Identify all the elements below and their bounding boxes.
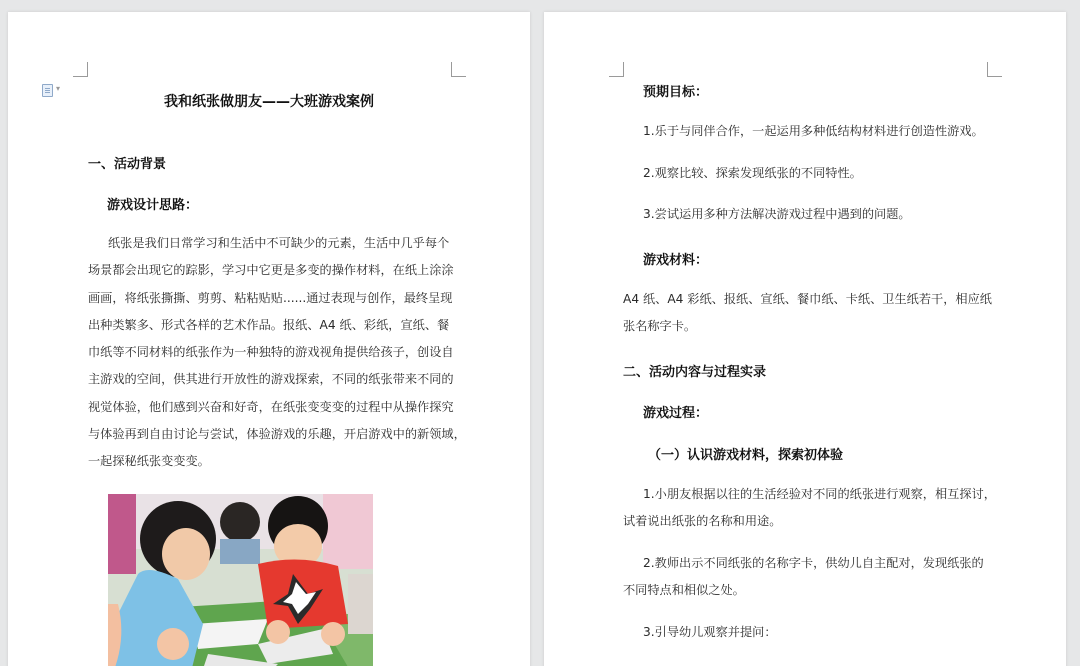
goal-item-1: 1.乐于与同伴合作，一起运用多种低结构材料进行创造性游戏。 <box>643 124 984 138</box>
chevron-down-icon[interactable]: ▾ <box>56 84 61 93</box>
paragraph-line: 纸张是我们日常学习和生活中不可缺少的元素，生活中几乎每个 <box>108 236 450 250</box>
paragraph-line: 试着说出纸张的名称和用途。 <box>623 514 782 529</box>
section-heading-background: 一、活动背景 <box>88 157 167 172</box>
section-heading-content: 二、活动内容与过程实录 <box>623 365 767 380</box>
step-3-paragraph: 3.引导幼儿观察并提问： <box>643 625 777 639</box>
subheading-game-materials: 游戏材料： <box>643 253 709 268</box>
margin-corner-top-right <box>987 62 1002 77</box>
subheading-game-process: 游戏过程： <box>643 406 709 421</box>
margin-corner-top-right <box>451 62 466 77</box>
paragraph-line: A4 纸、A4 彩纸、报纸、宣纸、餐巾纸、卡纸、卫生纸若干，相应纸 <box>623 292 992 306</box>
paragraph-line: 主游戏的空间，供其进行开放性的游戏探索，不同的纸张带来不同的 <box>88 372 454 387</box>
subheading-design-idea: 游戏设计思路： <box>107 198 199 213</box>
margin-corner-top-left <box>609 62 624 77</box>
subheading-expected-goals: 预期目标： <box>643 85 709 100</box>
paragraph-line: 场景都会出现它的踪影，学习中它更是多变的操作材料，在纸上涂涂 <box>88 263 454 278</box>
paragraph-line: 不同特点和相似之处。 <box>623 583 745 598</box>
goal-item-2: 2.观察比较、探索发现纸张的不同特性。 <box>643 166 862 180</box>
paragraph-line: 巾纸等不同材料的纸张作为一种独特的游戏视角提供给孩子，创设自 <box>88 345 454 360</box>
photo-illustration <box>108 494 373 666</box>
document-page-left <box>8 12 530 666</box>
subsection-heading-materials: （一）认识游戏材料，探索初体验 <box>648 448 844 463</box>
background-paragraph <box>88 230 466 476</box>
paragraph-line: 出种类繁多、形式各样的艺术作品。报纸、A4 纸、彩纸，宣纸、餐 <box>88 317 450 332</box>
paragraph-line: 一起探秘纸张变变变。 <box>88 454 210 469</box>
paragraph-line: 2.教师出示不同纸张的名称字卡，供幼儿自主配对，发现纸张的 <box>643 556 984 570</box>
paragraph-line: 与体验再到自由讨论与尝试，体验游戏的乐趣，开启游戏中的新领域， <box>88 427 466 442</box>
goal-item-3: 3.尝试运用多种方法解决游戏过程中遇到的问题。 <box>643 207 911 221</box>
document-page-right <box>544 12 1066 666</box>
paragraph-line: 画画，将纸张撕撕、剪剪、粘粘贴贴......通过表现与创作，最终呈现 <box>88 290 453 305</box>
paragraph-line: 1.小朋友根据以往的生活经验对不同的纸张进行观察，相互探讨， <box>643 487 996 501</box>
margin-corner-top-left <box>73 62 88 77</box>
step-1-paragraph <box>623 481 996 536</box>
step-2-paragraph <box>623 550 984 605</box>
paragraph-line: 视觉体验，他们感到兴奋和好奇，在纸张变变变的过程中从操作探究 <box>88 399 454 414</box>
materials-paragraph <box>623 286 992 341</box>
paragraph-line: 张名称字卡。 <box>623 319 697 334</box>
children-playing-photo[interactable] <box>108 494 373 666</box>
document-title: 我和纸张做朋友——大班游戏案例 <box>164 94 374 110</box>
